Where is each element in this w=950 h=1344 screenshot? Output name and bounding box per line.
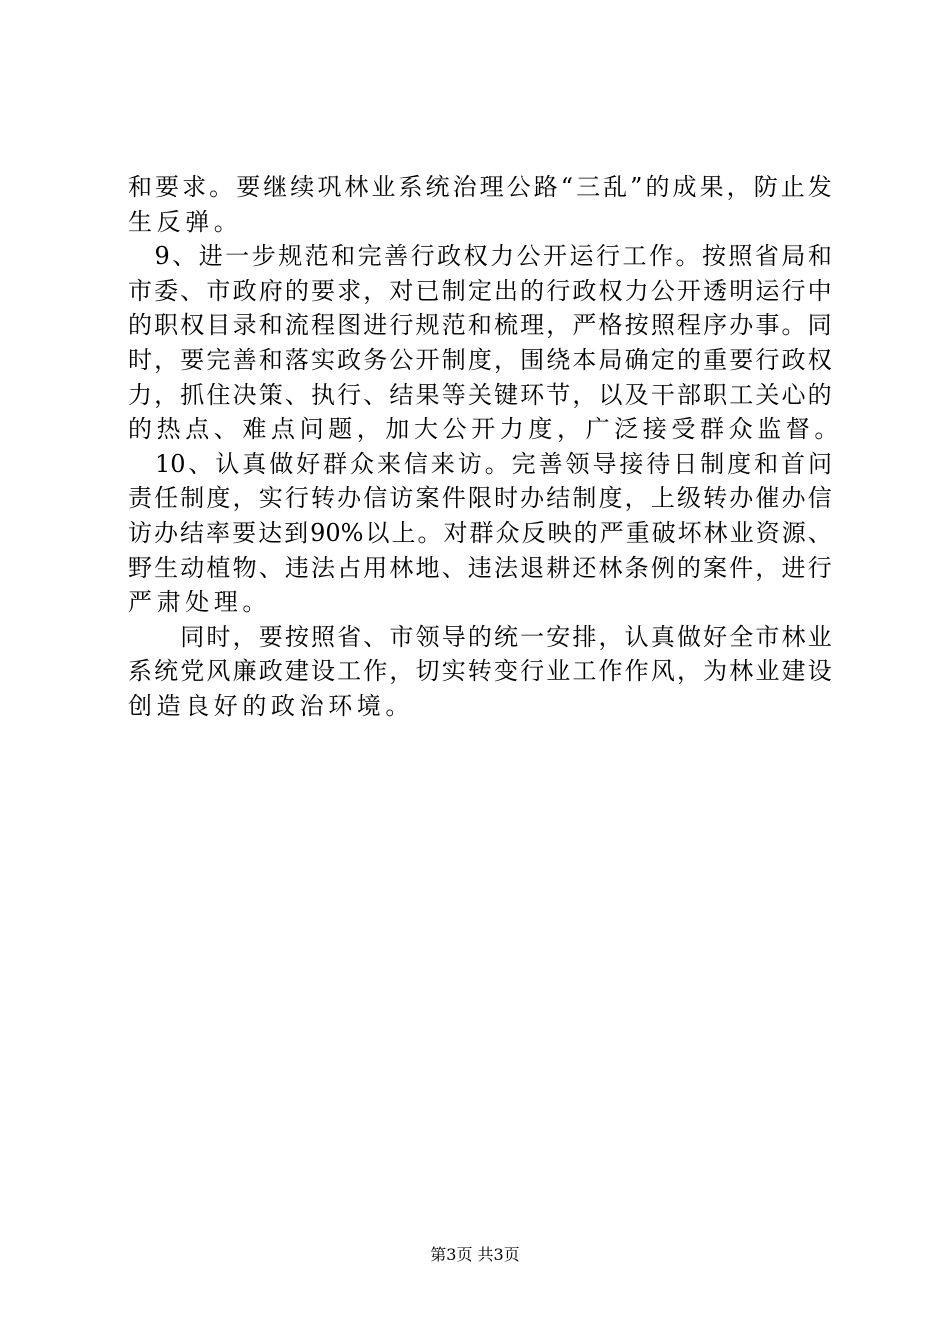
- text-line: 时 ， 要 完 善 和 落 实 政 务 公 开 制 度 ， 围 绕 本 局 确 定 的 重 要 行 政 权: [128, 345, 832, 374]
- text-line: 10 、 认 真 做 好 群 众 来 信 来 访 。 完 善 领 导 接 待 日 制 度 和 首 问: [154, 449, 832, 478]
- text-line: 生反弹。: [128, 207, 243, 236]
- text-line: 市 委 、 市 政 府 的 要 求 ， 对 已 制 定 出 的 行 政 权 力 公 开 透 明 运 行 中: [128, 276, 832, 305]
- text-line: 的 职 权 目 录 和 流 程 图 进 行 规 范 和 梳 理 ， 严 格 按 照 程 序 办 事 。 同: [128, 311, 832, 340]
- text-line: 野 生 动 植 物 、 违 法 占 用 林 地 、 违 法 退 耕 还 林 条 例 的 案 件 ， 进 行: [128, 553, 832, 582]
- text-line: 9 、 进 一 步 规 范 和 完 善 行 政 权 力 公 开 运 行 工 作 。 按 照 省 局 和: [154, 242, 832, 271]
- text-line: 严肃处理。: [128, 588, 271, 617]
- text-line: 同 时 ， 要 按 照 省 、 市 领 导 的 统 一 安 排 ， 认 真 做 好 全 市 林 业: [180, 622, 832, 651]
- text-line: 创造良好的政治环境。: [128, 691, 414, 720]
- text-line: 责 任 制 度 ， 实 行 转 办 信 访 案 件 限 时 办 结 制 度 ， 上 级 转 办 催 办 信: [128, 484, 832, 513]
- text-line: 的热点、难点问题，加大公开力度，广泛接受群众监督。: [128, 415, 843, 444]
- text-line: 系 统 党 风 廉 政 建 设 工 作 ， 切 实 转 变 行 业 工 作 作 风 ， 为 林 业 建 设: [128, 657, 832, 686]
- text-line: 和 要 求 。 要 继 续 巩 林 业 系 统 治 理 公 路 “ 三 乱 ” 的 成 果 ， 防 止 发: [128, 173, 832, 201]
- document-body: [128, 170, 843, 724]
- page-number-footer: 第3页 共3页: [430, 1245, 520, 1264]
- text-line: 力 ， 抓 住 决 策 、 执 行 、 结 果 等 关 键 环 节 ， 以 及 干 部 职 工 关 心 的: [128, 380, 832, 409]
- text-line: 访 办 结 率 要 达 到 90% 以 上 。 对 群 众 反 映 的 严 重 破 坏 林 业 资 源 、: [128, 518, 832, 547]
